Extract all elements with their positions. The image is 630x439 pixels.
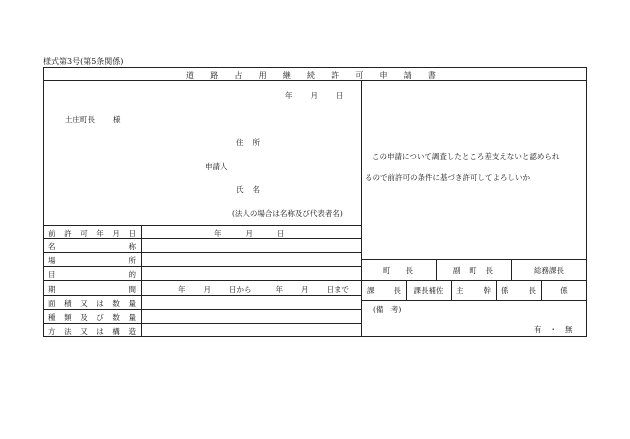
official-general-affairs-chief: 総務課長	[534, 266, 564, 275]
approval-text-line2: るので前許可の条件に基づき許可してよろしいか	[365, 173, 530, 182]
remarks-label: (備 考)	[373, 305, 402, 314]
official-staff: 係	[560, 286, 568, 295]
row-label-name: 名 称	[48, 242, 136, 251]
presence-choice: 有 ・ 無	[534, 325, 573, 334]
officials-mid-line	[361, 280, 587, 281]
row-label-purpose: 目 的	[48, 270, 136, 279]
official-supervisor: 主 幹	[456, 286, 491, 295]
officials-r2-div3	[496, 280, 497, 300]
label-column-divider	[141, 225, 142, 337]
officials-r1-div1	[436, 259, 437, 280]
row-label-area-quantity: 面 積 又 は 数 量	[48, 299, 136, 308]
row-line-5	[43, 295, 361, 296]
officials-bottom-line	[361, 300, 587, 301]
corporate-note: (法人の場合は名称及び代表者名)	[232, 209, 343, 218]
form-number: 様式第3号(第5条関係)	[43, 57, 124, 66]
row-line-4	[43, 280, 361, 281]
row-label-period: 期 間	[48, 285, 136, 294]
application-date: 年 月 日	[285, 91, 344, 100]
row-line-2	[43, 252, 361, 253]
form-title: 道 路 占 用 継 続 許 可 申 請 書	[186, 71, 436, 80]
period-value: 年 月 日から 年 月 日まで	[178, 285, 349, 294]
row-line-6	[43, 309, 361, 310]
applicant-label: 申請人	[205, 162, 228, 171]
officials-r2-div2	[451, 280, 452, 300]
official-assistant-chief: 課長補佐	[413, 286, 444, 295]
row-line-7	[43, 323, 361, 324]
official-section-chief: 課 長	[367, 286, 401, 295]
official-subsection-chief: 係 長	[501, 286, 536, 295]
main-divider	[361, 80, 362, 337]
row-label-place: 場 所	[48, 256, 136, 265]
officials-top-line	[361, 259, 587, 260]
prior-permit-date-value: 年 月 日	[214, 229, 285, 238]
row-line-3	[43, 266, 361, 267]
row-label-prior-permit-date: 前 許 可 年 月 日	[48, 229, 136, 238]
row-label-type-quantity: 種 類 及 び 数 量	[48, 313, 136, 322]
row-label-method-structure: 方 法 又 は 構 造	[48, 327, 136, 336]
approval-text-line1: この申請について調査したところ差支えないと認められ	[372, 152, 560, 161]
official-deputy-mayor: 副 町 長	[453, 266, 493, 275]
addressee: 土庄町長 様	[65, 115, 121, 124]
form-frame	[43, 67, 587, 337]
row-line-0	[43, 225, 361, 226]
applicant-name-label: 氏 名	[236, 185, 260, 194]
official-mayor: 町 長	[383, 266, 413, 275]
applicant-address-label: 住 所	[236, 138, 260, 147]
